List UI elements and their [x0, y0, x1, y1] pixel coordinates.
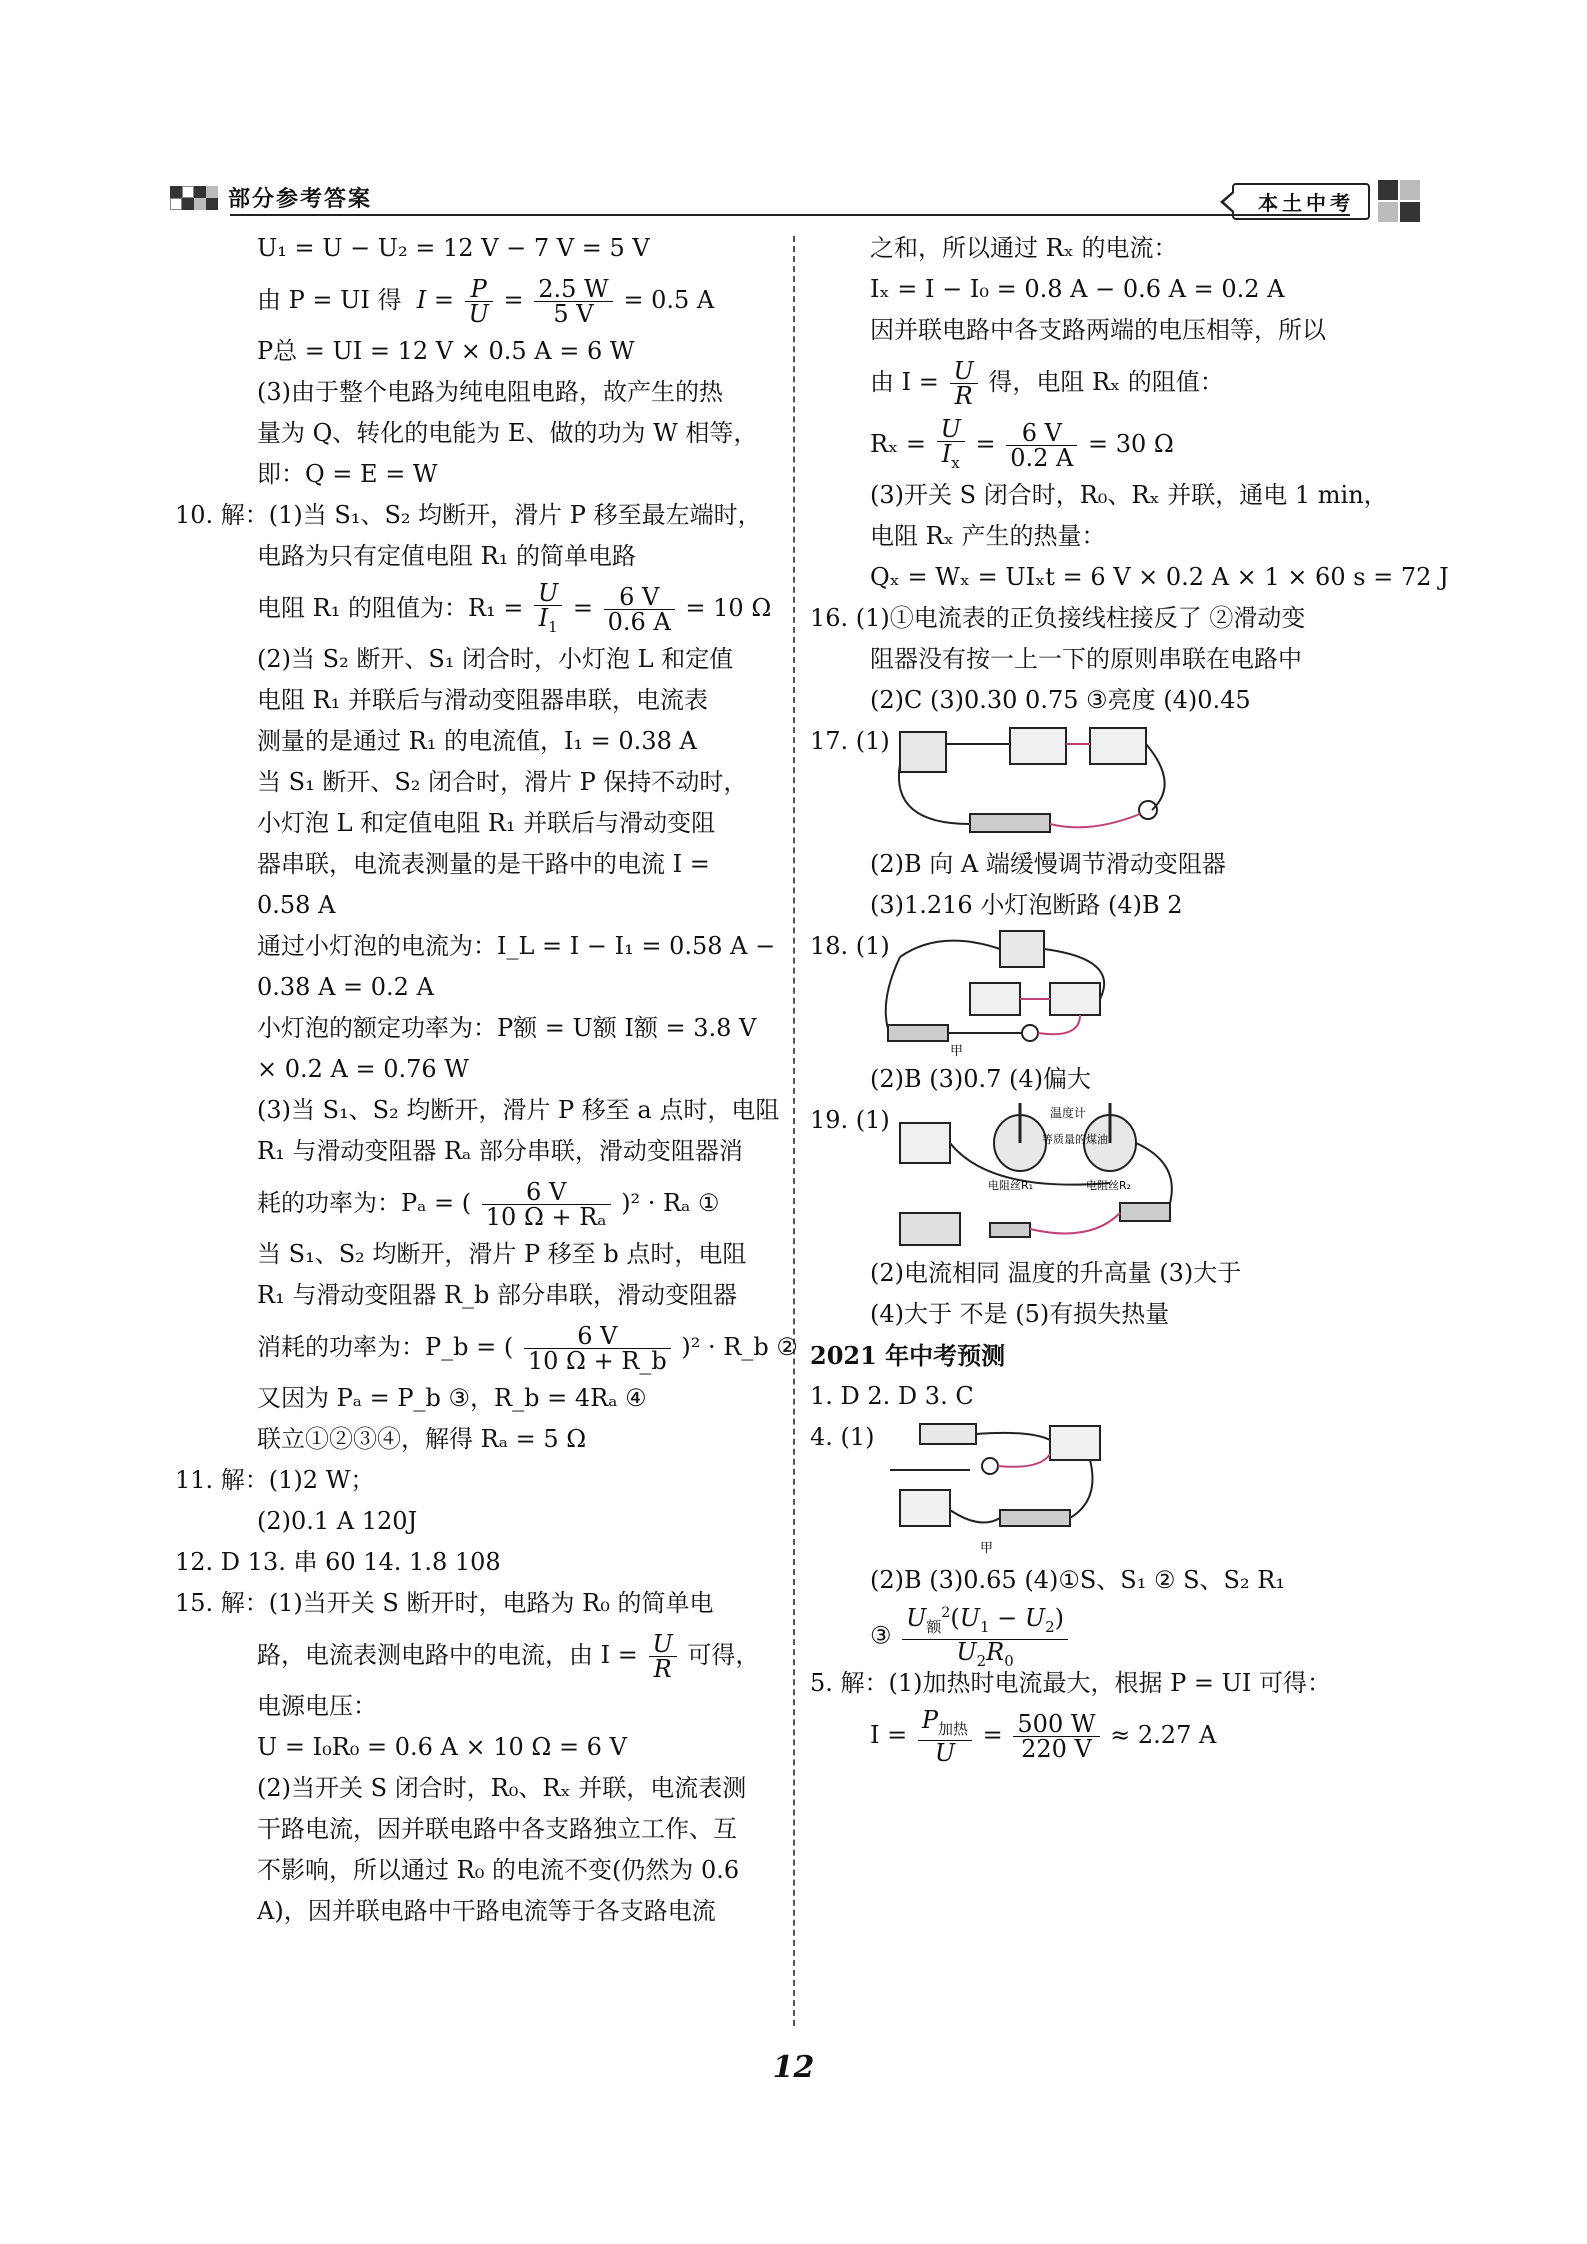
fig19-r1-label: 电阻丝R₁	[988, 1179, 1034, 1192]
fraction: $\frac{6 V}{10 \Omega + R\_b}$	[524, 1324, 671, 1373]
question-line: 5. 解：(1)加热时电流最大，根据 P = UI 可得：	[810, 1669, 1332, 1697]
text-line: 阻器没有按一上一下的原则串联在电路中	[870, 645, 1302, 673]
text-line: × 0.2 A = 0.76 W	[257, 1055, 469, 1083]
question-line: 17. (1)	[810, 727, 890, 755]
text-fragment: 由 P = UI 得	[257, 286, 402, 314]
text-line: 因并联电路中各支路两端的电压相等，所以	[870, 316, 1326, 344]
text-fragment: 电阻 R₁ 的阻值为：R₁ =	[257, 594, 524, 622]
text-line: 0.58 A	[257, 891, 336, 919]
text-fragment: )² · Rₐ ①	[621, 1189, 720, 1217]
text-fragment: = 10 Ω	[685, 594, 772, 622]
text-line: (2)当 S₂ 断开、S₁ 闭合时，小灯泡 L 和定值	[257, 645, 734, 673]
text-line: U = I₀R₀ = 0.6 A × 10 Ω = 6 V	[257, 1733, 627, 1761]
text-fragment: I =	[870, 1721, 908, 1749]
header-right	[1232, 180, 1420, 222]
column-divider	[793, 236, 795, 2026]
text-fragment: ≈ 2.27 A	[1110, 1721, 1217, 1749]
formula-line	[175, 1624, 785, 1686]
text-line: (4)大于 不是 (5)有损失热量	[870, 1300, 1170, 1328]
text-line: P总 = UI = 12 V × 0.5 A = 6 W	[257, 337, 635, 365]
text-fragment: 路，电流表测电路中的电流，由 I =	[257, 1641, 638, 1669]
circuit-figure-4	[880, 1420, 1120, 1560]
formula-line: 电阻 R₁ 的阻值为：R₁ = $\frac{U}{I_1}$ = $\frac{6 V}{0.6 A}$ = 10 Ω	[175, 577, 785, 639]
text-fragment: 可得，	[687, 1641, 760, 1669]
text-line: (2)C (3)0.30 0.75 ③亮度 (4)0.45	[870, 686, 1251, 714]
fig19-r2-label: 电阻丝R₂	[1086, 1179, 1132, 1192]
page-header	[170, 180, 1420, 222]
fraction: $\frac{6 V}{0.6 A}$	[604, 585, 675, 634]
question-line: 4. (1)	[810, 1423, 875, 1451]
text-line: (2)电流相同 温度的升高量 (3)大于	[870, 1259, 1242, 1287]
fraction: $\frac{U}{R}$	[649, 1632, 677, 1681]
fig18-caption: 甲	[950, 1044, 964, 1059]
question-line: 19. (1)	[810, 1106, 890, 1134]
text-fragment: 得，电阻 Rₓ 的阻值：	[988, 368, 1224, 396]
page-number: 12	[772, 2050, 815, 2085]
header-left	[170, 182, 372, 213]
text-line: (3)当 S₁、S₂ 均断开，滑片 P 移至 a 点时，电阻	[257, 1096, 780, 1124]
text-line: 电阻 Rₓ 产生的热量：	[870, 522, 1106, 550]
section-heading: 2021 年中考预测	[810, 1341, 1006, 1370]
fig4-caption: 甲	[980, 1541, 994, 1556]
fig19-oil-label: 等质量的煤油	[1042, 1133, 1108, 1146]
text-line: 干路电流，因并联电路中各支路独立工作、互	[257, 1815, 737, 1843]
text-fragment: 消耗的功率为：P_b = (	[257, 1333, 514, 1361]
text-fragment: = 0.5 A	[623, 286, 715, 314]
text-line: 电阻 R₁ 并联后与滑动变阻器串联，电流表	[257, 686, 708, 714]
left-column	[175, 228, 798, 1932]
text-line: 联立①②③④，解得 Rₐ = 5 Ω	[257, 1425, 587, 1453]
text-line: 当 S₁、S₂ 均断开，滑片 P 移至 b 点时，电阻	[257, 1240, 747, 1268]
fraction: $\frac{6 V}{\text{10 Ω + Rₐ}}$	[482, 1180, 611, 1229]
text-line: (2)B 向 A 端缓慢调节滑动变阻器	[870, 850, 1226, 878]
text-line: Iₓ = I − I₀ = 0.8 A − 0.6 A = 0.2 A	[870, 275, 1285, 303]
formula-line	[175, 1316, 798, 1378]
text-line: (2)B (3)0.65 (4)①S、S₁ ② S、S₂ R₁	[870, 1566, 1285, 1594]
circuit-figure-19	[890, 1103, 1190, 1253]
question-line: 1. D 2. D 3. C	[810, 1382, 974, 1410]
text-line: R₁ 与滑动变阻器 Rₐ 部分串联，滑动变阻器消	[257, 1137, 743, 1165]
checker-decoration-icon-right	[1378, 180, 1420, 222]
text-line: 小灯泡的额定功率为：P额 = U额 I额 = 3.8 V	[257, 1014, 757, 1042]
text-line: 电源电压：	[257, 1692, 377, 1720]
circuit-figure-18	[880, 929, 1140, 1059]
text-line: 测量的是通过 R₁ 的电流值，I₁ = 0.38 A	[257, 727, 697, 755]
fraction: $\frac{U}{R}$	[950, 359, 978, 408]
text-line: 小灯泡 L 和定值电阻 R₁ 并联后与滑动变阻	[257, 809, 716, 837]
text-line: 又因为 Pₐ = P_b ③，R_b = 4Rₐ ④	[257, 1384, 647, 1412]
header-rule	[230, 214, 1350, 216]
formula-line	[175, 1172, 785, 1234]
fraction: $\frac{P}{U}$	[465, 277, 493, 326]
text-line: 量为 Q、转化的电能为 E、做的功为 W 相等，	[257, 419, 758, 447]
text-line: 即：Q = E = W	[257, 460, 438, 488]
text-line: (3)由于整个电路为纯电阻电路，故产生的热	[257, 378, 723, 406]
text-line: (3)1.216 小灯泡断路 (4)B 2	[870, 891, 1183, 919]
header-section-title: 部分参考答案	[228, 187, 373, 212]
fraction: $\frac{6 V}{0.2 A}$	[1006, 421, 1077, 470]
formula-line	[810, 351, 1430, 413]
fraction: $\frac{2.5 W}{5 V}$	[534, 277, 612, 326]
formula-line: 由 P = UI 得 I = $\frac{P}{U}$ = $\frac{2.5 W}{5 V}$ = 0.5 A	[257, 275, 715, 328]
text-line: (2)当开关 S 闭合时，R₀、Rₓ 并联，电流表测	[257, 1774, 747, 1802]
text-line: 器串联，电流表测量的是干路中的电流 I =	[257, 850, 710, 878]
text-line: (2)0.1 A 120J	[257, 1507, 418, 1535]
checker-decoration-icon	[170, 186, 218, 210]
text-fragment: )² · R_b ②	[681, 1333, 798, 1361]
fraction: $\frac{U_额^2(U_1 - U_2)}{U_2R_0}$	[902, 1601, 1068, 1673]
question-line: 10. 解：(1)当 S₁、S₂ 均断开，滑片 P 移至最左端时，	[175, 501, 762, 529]
text-line: (3)开关 S 闭合时，R₀、Rₓ 并联，通电 1 min，	[870, 481, 1388, 509]
formula-line	[810, 1601, 1430, 1670]
fig19-thermometer-label: 温度计	[1050, 1106, 1087, 1120]
text-line: R₁ 与滑动变阻器 R_b 部分串联，滑动变阻器	[257, 1281, 738, 1309]
text-fragment: Rₓ =	[870, 430, 926, 458]
text-line: (2)B (3)0.7 (4)偏大	[870, 1065, 1092, 1093]
text-line: Qₓ = Wₓ = UIₓt = 6 V × 0.2 A × 1 × 60 s = 72 J	[870, 563, 1449, 591]
fraction: $\frac{500 W}{220 V}$	[1013, 1712, 1099, 1761]
text-line: 0.38 A = 0.2 A	[257, 973, 434, 1001]
text-fragment: = 30 Ω	[1088, 430, 1174, 458]
header-book-title: 本土中考	[1232, 183, 1370, 220]
fraction: $\frac{U}{I_1}$	[534, 581, 562, 639]
question-line: 18. (1)	[810, 932, 890, 960]
fraction: $\frac{P_{加热}}{U}$	[918, 1708, 972, 1766]
text-fragment: ③	[870, 1621, 892, 1650]
right-column	[810, 228, 1449, 1768]
text-line: 当 S₁ 断开、S₂ 闭合时，滑片 P 保持不动时，	[257, 768, 748, 796]
formula-line: Rₓ = $\frac{U}{I_x}$ = $\frac{6 V}{0.2 A}$ = 30 Ω	[810, 413, 1430, 475]
question-line: 11. 解：(1)2 W；	[175, 1466, 375, 1494]
fraction: $\frac{U}{I_x}$	[937, 417, 965, 475]
text-line: U₁ = U − U₂ = 12 V − 7 V = 5 V	[257, 234, 650, 262]
text-line: 通过小灯泡的电流为：I_L = I − I₁ = 0.58 A −	[257, 932, 776, 960]
text-line: 不影响，所以通过 R₀ 的电流不变(仍然为 0.6	[257, 1856, 740, 1884]
text-line: 电路为只有定值电阻 R₁ 的简单电路	[257, 542, 636, 570]
text-fragment: 由 I =	[870, 368, 939, 396]
formula-line: I = $\frac{P_{加热}}{U}$ = $\frac{500 W}{220 V}$ ≈ 2.27 A	[870, 1705, 1217, 1768]
text-line: A)，因并联电路中干路电流等于各支路电流	[257, 1897, 716, 1925]
question-line: 16. (1)①电流表的正负接线柱接反了 ②滑动变	[810, 604, 1306, 632]
text-line: 之和，所以通过 Rₓ 的电流：	[870, 234, 1178, 262]
question-line: 15. 解：(1)当开关 S 断开时，电路为 R₀ 的简单电	[175, 1589, 714, 1617]
question-line: 12. D 13. 串 60 14. 1.8 108	[175, 1548, 501, 1576]
text-fragment: 耗的功率为：Pₐ = (	[257, 1189, 472, 1217]
circuit-figure-17	[890, 724, 1190, 844]
